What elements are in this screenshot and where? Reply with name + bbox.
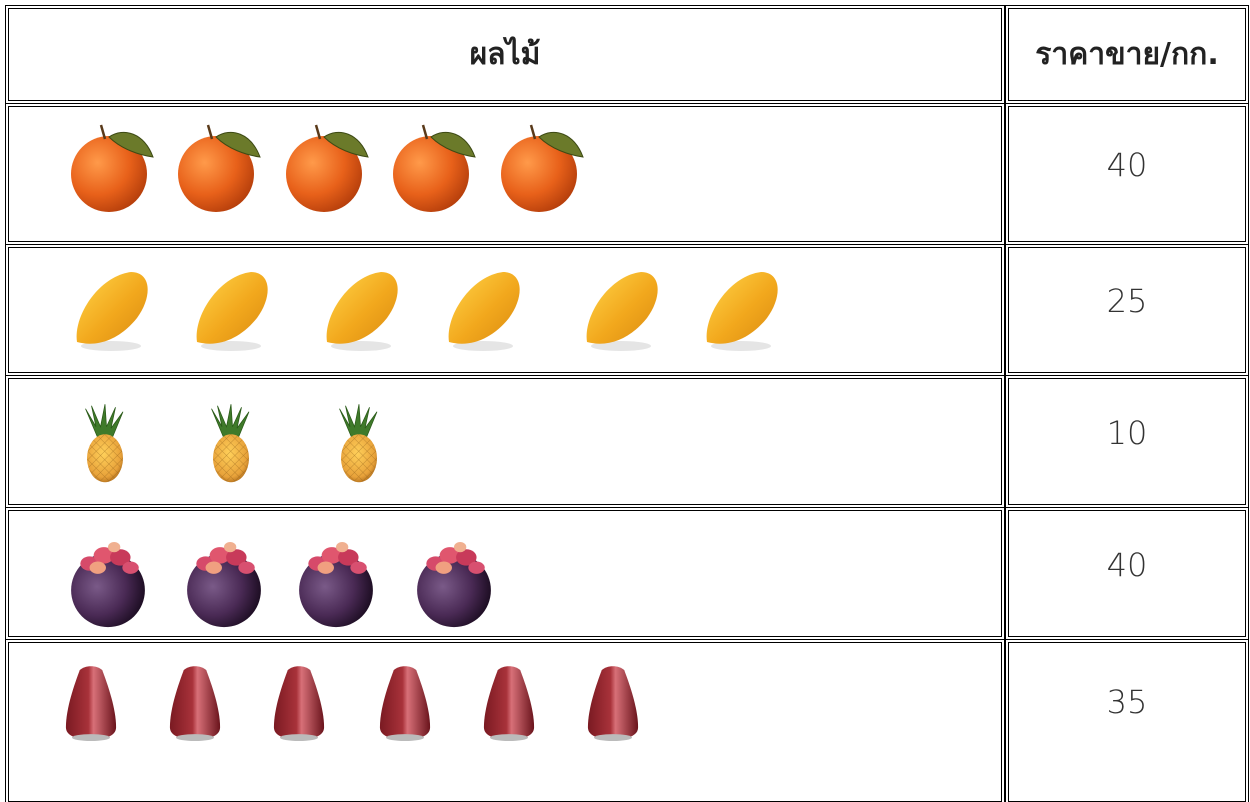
header-fruit-label: ผลไม้ bbox=[469, 37, 541, 72]
fruit-cell-pineapple bbox=[8, 378, 1002, 505]
fruit-cell-orange bbox=[8, 106, 1002, 242]
rose-apple-icon bbox=[477, 657, 541, 749]
mangosteen-icon bbox=[413, 531, 495, 631]
price-value: 40 bbox=[1106, 545, 1148, 584]
header-fruit-cell bbox=[8, 8, 1002, 101]
mangosteen-icon bbox=[295, 531, 377, 631]
pineapple-icon bbox=[75, 391, 135, 497]
price-cell-pineapple bbox=[1008, 378, 1246, 505]
orange-icon bbox=[391, 119, 481, 219]
mango-icon bbox=[69, 266, 159, 361]
price-cell-mangosteen bbox=[1008, 510, 1246, 637]
fruit-cell-mangosteen bbox=[8, 510, 1002, 637]
rose-apple-icon bbox=[59, 657, 123, 749]
fruit-cell-mango bbox=[8, 247, 1002, 373]
price-cell-orange bbox=[1008, 106, 1246, 242]
header-price-label: ราคาขาย/กก. bbox=[1035, 37, 1219, 72]
price-value: 35 bbox=[1106, 683, 1148, 721]
price-cell-rose-apple bbox=[1008, 642, 1246, 802]
pineapple-icon bbox=[329, 391, 389, 497]
mango-icon bbox=[699, 266, 789, 361]
mango-icon bbox=[579, 266, 669, 361]
mango-icon bbox=[319, 266, 409, 361]
header-price-cell bbox=[1008, 8, 1246, 101]
mangosteen-icon bbox=[183, 531, 265, 631]
price-value: 25 bbox=[1106, 282, 1148, 320]
mango-icon bbox=[441, 266, 531, 361]
orange-icon bbox=[284, 119, 374, 219]
rose-apple-icon bbox=[373, 657, 437, 749]
price-value: 10 bbox=[1106, 413, 1148, 452]
rose-apple-icon bbox=[267, 657, 331, 749]
fruit-cell-rose-apple bbox=[8, 642, 1002, 802]
orange-icon bbox=[69, 119, 159, 219]
orange-icon bbox=[176, 119, 266, 219]
pineapple-icon bbox=[201, 391, 261, 497]
rose-apple-icon bbox=[581, 657, 645, 749]
price-cell-mango bbox=[1008, 247, 1246, 373]
orange-icon bbox=[499, 119, 589, 219]
mangosteen-icon bbox=[67, 531, 149, 631]
price-value: 40 bbox=[1106, 146, 1148, 184]
mango-icon bbox=[189, 266, 279, 361]
rose-apple-icon bbox=[163, 657, 227, 749]
